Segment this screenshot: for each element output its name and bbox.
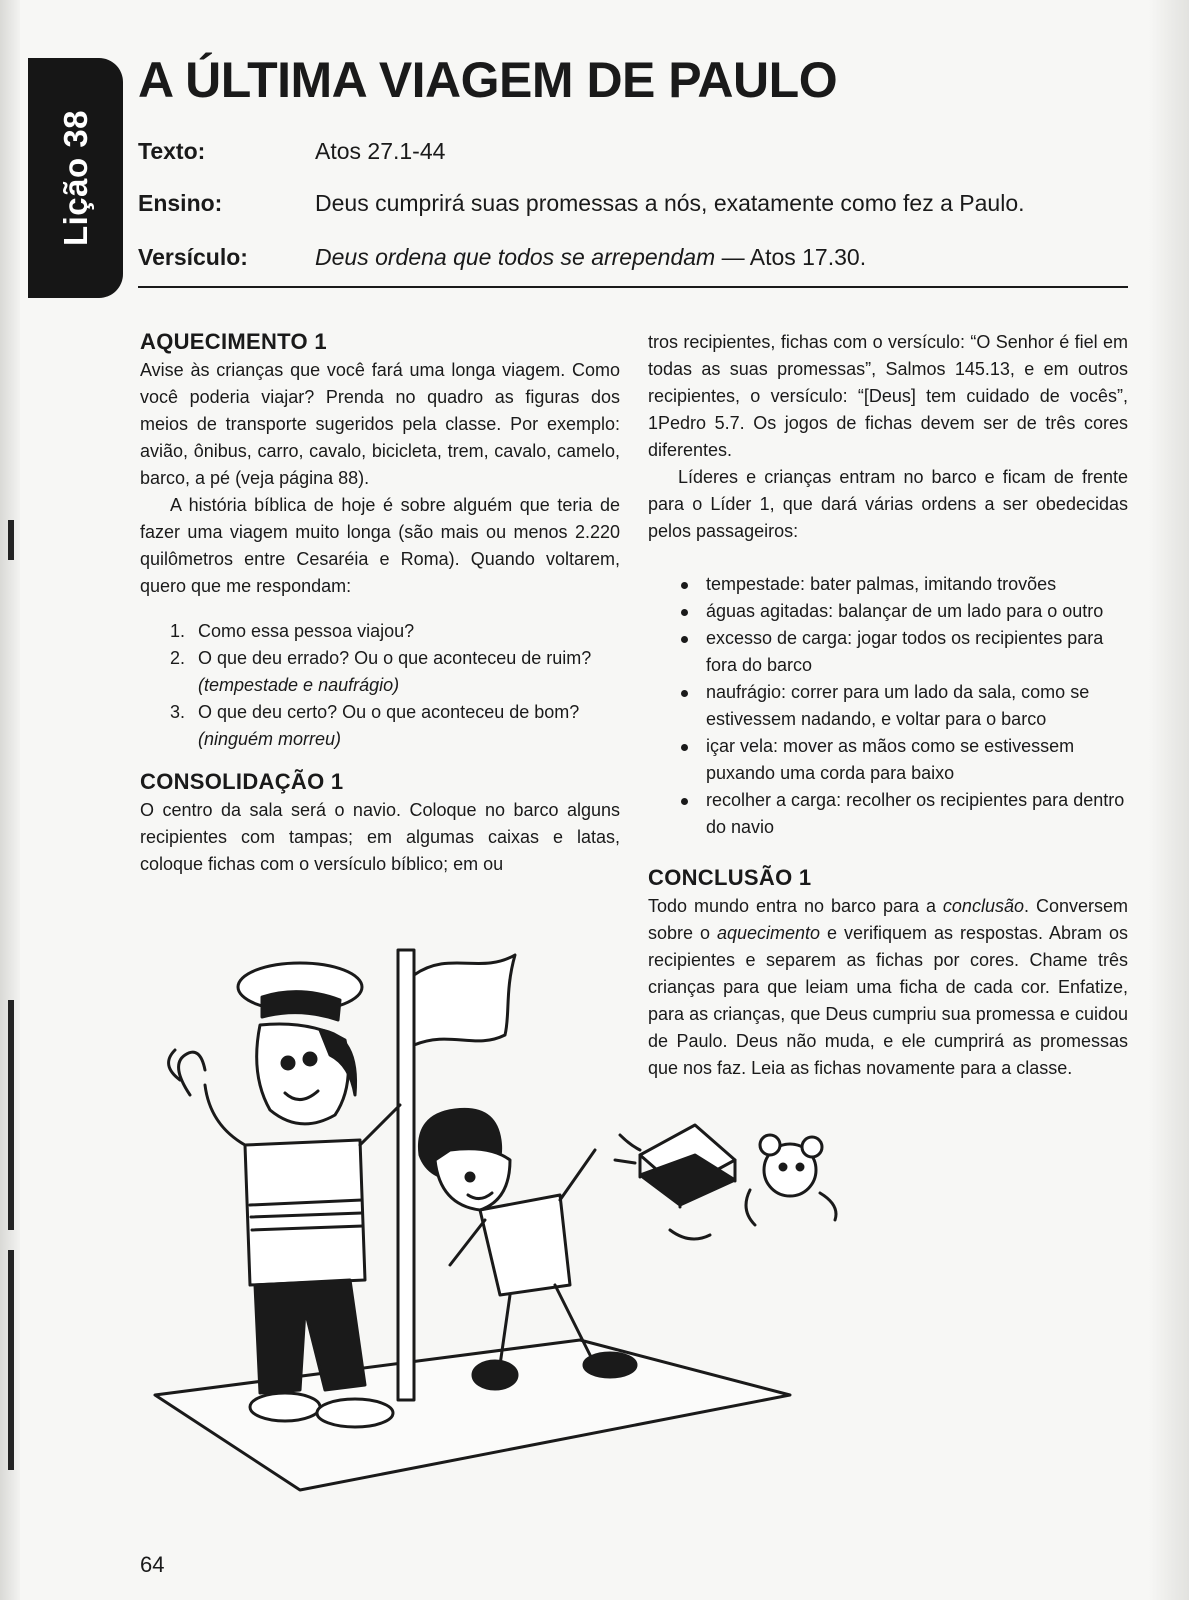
conclusao-text: Todo mundo entra no barco para a <box>648 896 943 916</box>
aquecimento-heading: AQUECIMENTO 1 <box>140 329 327 354</box>
sailor-shoe <box>250 1393 320 1421</box>
conclusao-heading: CONCLUSÃO 1 <box>648 865 812 890</box>
texto-value: Atos 27.1-44 <box>315 138 446 164</box>
ensino-value: Deus cumprirá suas promessas a nós, exatamente como fez a Paulo. <box>315 190 1025 216</box>
ensino-label: Ensino: <box>138 190 223 216</box>
lesson-tab-label: Lição 38 <box>56 109 94 247</box>
edge-mark <box>8 1250 14 1470</box>
command-item: águas agitadas: balançar de um lado para o outro <box>648 598 1128 625</box>
page-number: 64 <box>140 1552 165 1577</box>
question-number: 2. <box>170 648 186 668</box>
sailor-boy <box>169 963 400 1427</box>
versiculo-quote: Deus ordena que todos se arrependam <box>315 244 716 270</box>
child-shoe <box>584 1353 636 1377</box>
versiculo-label: Versículo: <box>138 244 248 270</box>
left-column <box>140 327 620 878</box>
page-title: A ÚLTIMA VIAGEM DE PAULO <box>138 52 838 108</box>
flag <box>414 955 515 1045</box>
command-item: içar vela: mover as mãos como se estivessem puxando uma corda para baixo <box>648 733 1128 787</box>
question-answer: (ninguém morreu) <box>198 729 342 749</box>
sailor-waving-hand <box>169 1050 205 1095</box>
flag-pole <box>398 950 414 1400</box>
consolidacao-heading: CONSOLIDAÇÃO 1 <box>140 769 344 794</box>
header-divider <box>138 286 1128 288</box>
edge-mark <box>8 520 14 560</box>
question-text: O que deu errado? Ou o que aconteceu de ruim? <box>198 648 592 668</box>
edge-mark <box>8 1000 14 1230</box>
question-text: Como essa pessoa viajou? <box>198 621 415 641</box>
flying-box <box>615 1125 735 1239</box>
conclusao-emphasis: conclusão <box>942 896 1024 916</box>
command-item: naufrágio: correr para um lado da sala, como se estivessem nadando, e voltar para o barco <box>648 679 1128 733</box>
child-shoe <box>473 1361 517 1389</box>
question-text: O que deu certo? Ou o que aconteceu de bom? <box>198 702 580 722</box>
page-right-shadow <box>1149 0 1189 1600</box>
aquecimento-paragraph-2: A história bíblica de hoje é sobre alguém que teria de fazer uma viagem muito longa (são mais ou menos 2.220 quilômetros entre Cesaréia e Roma). Quando voltarem, quero que me respondam: <box>140 495 620 596</box>
consolidacao-paragraph-2: Líderes e crianças entram no barco e ficam de frente para o Líder 1, que dará várias ordens a ser obedecidas pelos passageiros: <box>648 467 1128 541</box>
question-number: 3. <box>170 702 186 722</box>
teddy-bear-icon <box>746 1135 836 1225</box>
question-list <box>140 618 620 753</box>
deck-floor <box>155 1340 790 1490</box>
consolidacao-paragraph-1-start: O centro da sala será o navio. Coloque no barco alguns recipientes com tampas; em algumas caixas e latas, coloque fichas com o versículo bíblico; em ou <box>140 800 620 874</box>
question-number: 1. <box>170 621 186 641</box>
cartoon-illustration <box>150 945 870 1520</box>
question-item <box>140 618 620 645</box>
command-item: tempestade: bater palmas, imitando trovões <box>648 571 1128 598</box>
question-item <box>140 699 620 753</box>
question-item <box>140 645 620 699</box>
question-answer: (tempestade e naufrágio) <box>198 675 400 695</box>
versiculo-value <box>315 242 866 272</box>
aquecimento-emphasis: aquecimento <box>716 923 821 943</box>
consolidacao-paragraph-1-end: tros recipientes, fichas com o versículo: “O Senhor é fiel em todas as suas promessas”, Salmos 145.13, e em outros recipientes, o versículo: “[Deus] tem cuidado de vocês”, 1Pedro 5.7. Os jogos de fichas devem ser de três cores diferentes. <box>648 332 1128 460</box>
lesson-tab <box>28 58 123 298</box>
command-item: recolher a carga: recolher os recipientes para dentro do navio <box>648 787 1128 841</box>
command-item: excesso de carga: jogar todos os recipientes para fora do barco <box>648 625 1128 679</box>
conclusao-text: . Conversem sobre o <box>648 896 1128 943</box>
conclusao-text: e verifiquem as respostas. Abram os recipientes e separem as fichas por cores. Chame três crianças para que leiam uma ficha de cada cor. Enfatize, para as crianças, que Deus cumpriu sua promessa e cuidou de Paulo. Deus não muda, e ele cumprirá as promessas que nos faz. Leia as fichas novamente para a classe. <box>648 923 1128 1078</box>
command-list <box>648 571 1128 841</box>
child-shirt <box>480 1195 570 1295</box>
versiculo-reference: — Atos 17.30. <box>715 244 867 270</box>
aquecimento-paragraph-1: Avise às crianças que você fará uma longa viagem. Como você poderia viajar? Prenda no quadro as figuras dos meios de transporte sugeridos pela classe. Por exemplo: avião, ônibus, carro, cavalo, bicicleta, trem, cavalo, camelo, barco, a pé (veja página 88). <box>140 360 620 488</box>
sailor-shoe <box>317 1399 393 1427</box>
texto-label: Texto: <box>138 138 206 164</box>
